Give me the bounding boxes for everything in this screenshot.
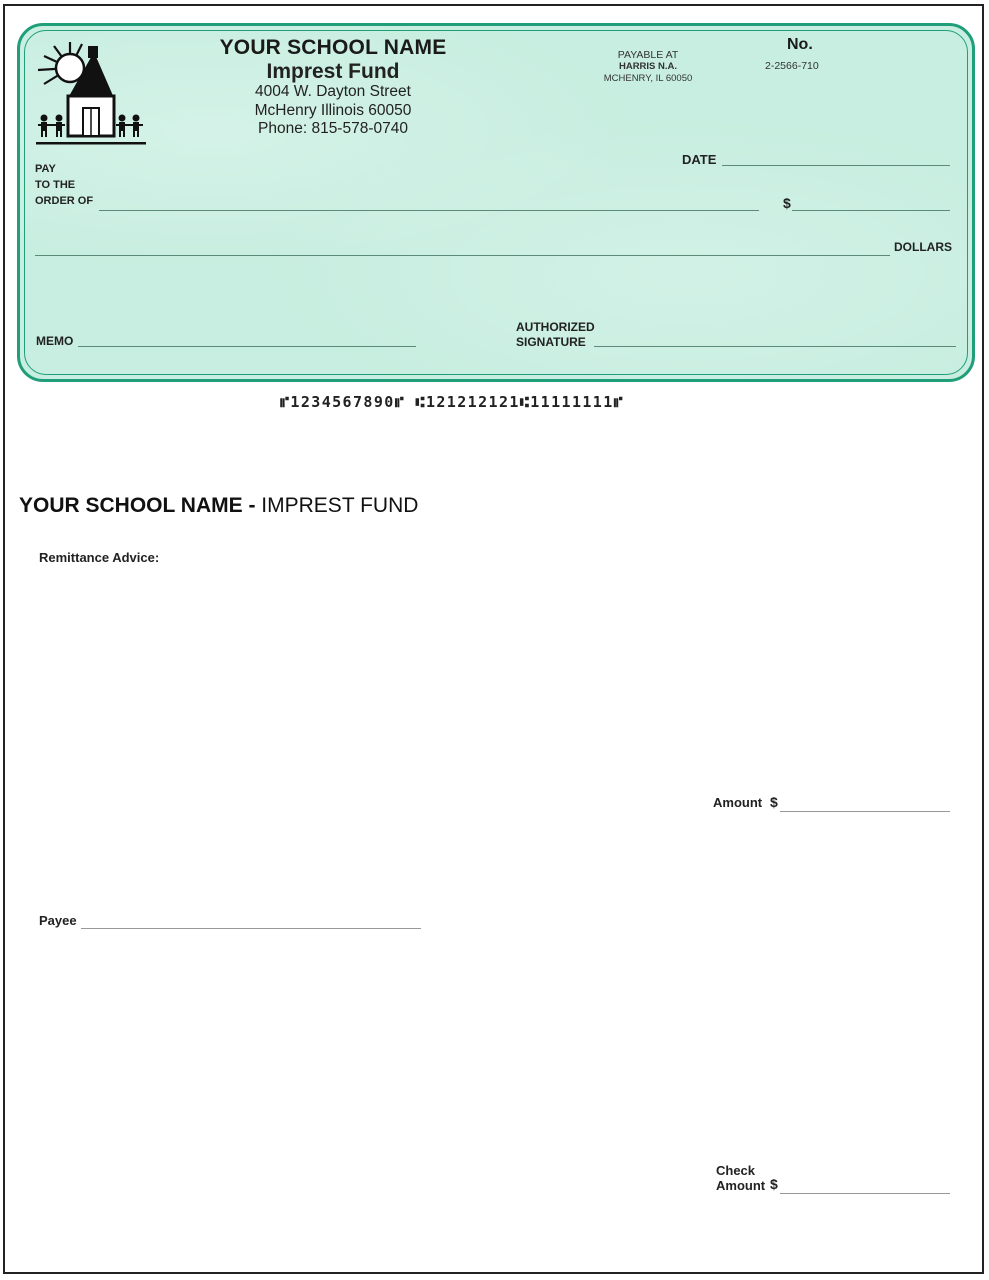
stub-amount-dollar-sign: $ <box>770 794 778 810</box>
to-the-label: TO THE <box>35 179 76 191</box>
check-inner-border <box>24 30 968 375</box>
address-street: 4004 W. Dayton Street <box>255 83 411 100</box>
memo-label: MEMO <box>36 334 74 348</box>
check-number-label: No. <box>787 36 813 53</box>
check-amount-dollar-sign: $ <box>770 1176 778 1192</box>
routing-fraction: 2-2566-710 <box>765 60 819 72</box>
stub-payee-field[interactable] <box>81 928 421 929</box>
micr-line: ⑈1234567890⑈ ⑆121212121⑆11111111⑈ <box>280 393 625 411</box>
date-label: DATE <box>682 152 717 167</box>
stub-title-fund: IMPREST FUND <box>255 494 419 517</box>
fund-name: Imprest Fund <box>266 60 400 83</box>
order-of-label: ORDER OF <box>35 195 94 207</box>
check-body <box>17 23 975 382</box>
pay-label: PAY <box>35 163 56 175</box>
stub-title <box>19 494 418 518</box>
payable-at-block <box>590 49 706 85</box>
bank-city: MCHENRY, IL 60050 <box>603 73 693 84</box>
payee-label: Payee <box>39 913 77 928</box>
memo-field[interactable] <box>78 346 416 347</box>
check-amount-label-line2: Amount <box>716 1178 766 1193</box>
signature-label: SIGNATURE <box>516 335 586 349</box>
school-name: YOUR SCHOOL NAME <box>219 36 447 59</box>
school-house-sun-children-icon <box>36 38 148 148</box>
amount-field[interactable] <box>792 210 950 211</box>
payee-field[interactable] <box>99 210 759 211</box>
stub-amount-field[interactable] <box>780 811 950 812</box>
check-amount-field[interactable] <box>780 1193 950 1194</box>
stub-title-school: YOUR SCHOOL NAME - <box>19 494 256 517</box>
authorized-label: AUTHORIZED <box>516 320 595 334</box>
signature-field[interactable] <box>594 346 956 347</box>
check-amount-label-line1: Check <box>716 1163 756 1178</box>
phone-number: Phone: 815-578-0740 <box>258 120 408 137</box>
written-amount-field[interactable] <box>35 255 890 256</box>
address-city: McHenry Illinois 60050 <box>254 102 412 119</box>
stub-amount-label: Amount <box>713 795 763 810</box>
amount-dollar-sign: $ <box>783 195 791 211</box>
bank-name: HARRIS N.A. <box>618 61 678 72</box>
dollars-label: DOLLARS <box>894 240 952 254</box>
remittance-advice-label: Remittance Advice: <box>39 550 160 565</box>
date-field[interactable] <box>722 165 950 166</box>
payable-at-label: PAYABLE AT <box>617 49 679 61</box>
